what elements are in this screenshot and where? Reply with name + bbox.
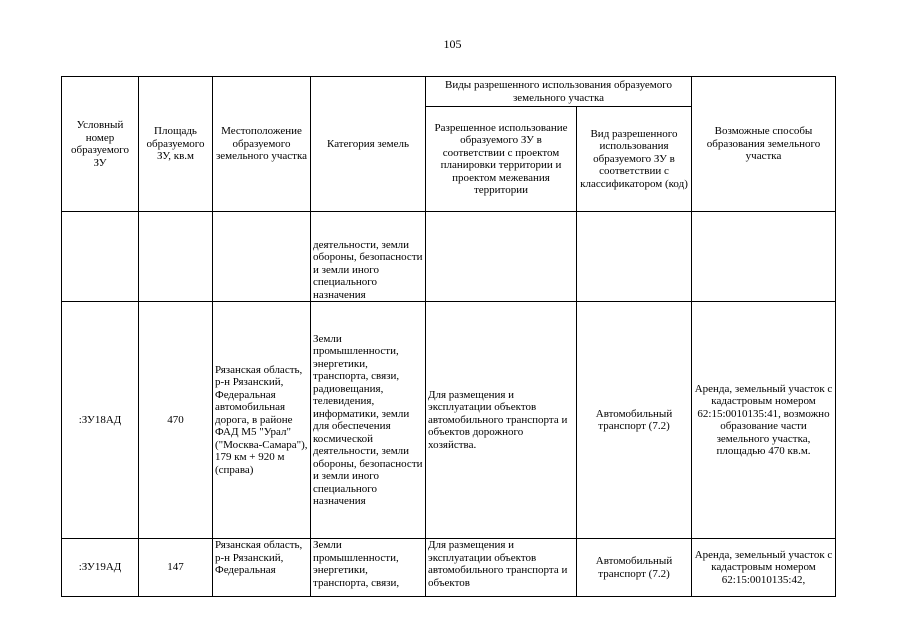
land-plots-table: [61, 76, 836, 597]
cell-number: [62, 212, 139, 302]
table-row: [62, 539, 836, 597]
cell-number: :ЗУ19АД: [62, 539, 139, 597]
cell-methods: [692, 212, 836, 302]
page-number: 105: [443, 37, 462, 51]
cell-classifier: Автомобильный транспорт (7.2): [577, 302, 692, 539]
cell-permitted-use: Для размещения и эксплуатации объектов автомобильного транспорта и объектов дорожного хозяйства.: [426, 302, 577, 539]
cell-permitted-use: [426, 212, 577, 302]
cell-category: [311, 539, 426, 597]
cell-location-text: Рязанская область, р-н Рязанский, Федеральная: [215, 539, 303, 576]
cell-classifier: [577, 212, 692, 302]
cell-category: деятельности, земли обороны, безопасности и земли иного специального назначения: [311, 212, 426, 302]
cell-category-text: Земли промышленности, энергетики, транспорта, связи,: [313, 539, 400, 589]
cell-methods: Аренда, земельный участок с кадастровым номером 62:15:0010135:41, возможно образование части земельного участка, площадью 470 кв.м.: [692, 302, 836, 539]
cell-classifier: Автомобильный транспорт (7.2): [577, 539, 692, 597]
header-methods: Возможные способы образования земельного участка: [692, 77, 836, 212]
cell-area: 147: [139, 539, 213, 597]
table-row: [62, 302, 836, 539]
table-header-row: [62, 77, 836, 107]
header-category: Категория земель: [311, 77, 426, 212]
table-row: [62, 212, 836, 302]
header-permitted-use: Разрешенное использование образуемого ЗУ в соответствии с проектом планировки территории и проектом межевания территории: [426, 107, 577, 212]
cell-location: [213, 539, 311, 597]
cell-permitted-use: [426, 539, 577, 597]
header-number: Условный номер образуемого ЗУ: [62, 77, 139, 212]
cell-permitted-use-text: Для размещения и эксплуатации объектов автомобильного транспорта и объектов: [428, 539, 568, 589]
cell-category: Земли промышленности, энергетики, транспорта, связи, радиовещания, телевидения, информатики, земли для обеспечения космической деятельности, земли обороны, безопасности и земли иного специального назначения: [311, 302, 426, 539]
header-classifier: Вид разрешенного использования образуемого ЗУ в соответствии с классификатором (код): [577, 107, 692, 212]
cell-area: [139, 212, 213, 302]
cell-area: 470: [139, 302, 213, 539]
cell-location: [213, 212, 311, 302]
header-area: Площадь образуемого ЗУ, кв.м: [139, 77, 213, 212]
cell-methods: Аренда, земельный участок с кадастровым номером 62:15:0010135:42,: [692, 539, 836, 597]
header-permitted-use-group: Виды разрешенного использования образуемого земельного участка: [426, 77, 692, 107]
cell-location: Рязанская область, р-н Рязанский, Федеральная автомобильная дорога, в районе ФАД М5 "Урал" ("Москва-Самара"), 179 км + 920 м (справа): [213, 302, 311, 539]
cell-number: :ЗУ18АД: [62, 302, 139, 539]
header-location: Местоположение образуемого земельного участка: [213, 77, 311, 212]
